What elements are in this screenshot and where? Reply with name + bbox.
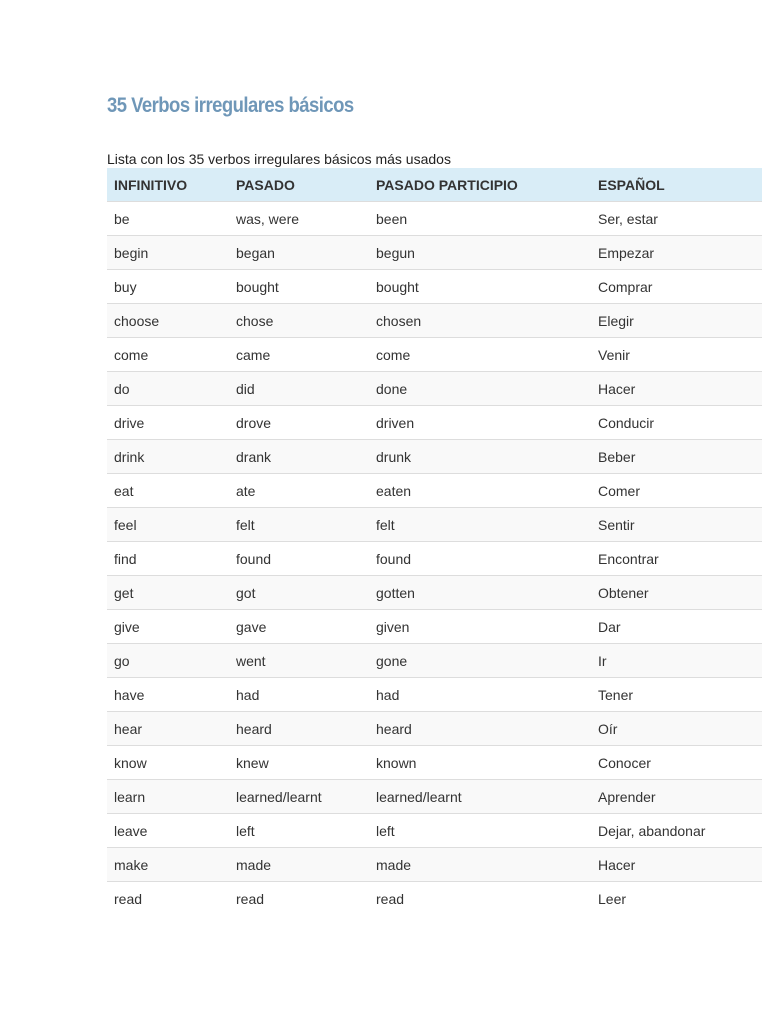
table-row: [107, 202, 762, 236]
cell-infinitivo: have: [107, 678, 229, 712]
table-row: [107, 508, 762, 542]
cell-infinitivo: make: [107, 848, 229, 882]
table-row: [107, 780, 762, 814]
cell-infinitivo: give: [107, 610, 229, 644]
cell-pasado-participio: drunk: [369, 440, 591, 474]
table-row: [107, 304, 762, 338]
column-header-espanol: ESPAÑOL: [591, 168, 762, 202]
cell-espanol: Ser, estar: [591, 202, 762, 236]
cell-pasado: felt: [229, 508, 369, 542]
cell-infinitivo: hear: [107, 712, 229, 746]
cell-pasado: ate: [229, 474, 369, 508]
cell-pasado-participio: begun: [369, 236, 591, 270]
cell-pasado: went: [229, 644, 369, 678]
table-row: [107, 848, 762, 882]
cell-espanol: Oír: [591, 712, 762, 746]
cell-pasado-participio: eaten: [369, 474, 591, 508]
table-row: [107, 440, 762, 474]
cell-infinitivo: drink: [107, 440, 229, 474]
cell-pasado: chose: [229, 304, 369, 338]
cell-espanol: Dar: [591, 610, 762, 644]
cell-pasado: gave: [229, 610, 369, 644]
cell-infinitivo: choose: [107, 304, 229, 338]
cell-pasado-participio: given: [369, 610, 591, 644]
cell-infinitivo: be: [107, 202, 229, 236]
cell-pasado: knew: [229, 746, 369, 780]
cell-pasado-participio: known: [369, 746, 591, 780]
cell-pasado-participio: done: [369, 372, 591, 406]
cell-pasado-participio: had: [369, 678, 591, 712]
cell-espanol: Hacer: [591, 848, 762, 882]
cell-pasado-participio: been: [369, 202, 591, 236]
cell-espanol: Venir: [591, 338, 762, 372]
cell-pasado: read: [229, 882, 369, 916]
cell-espanol: Conducir: [591, 406, 762, 440]
cell-infinitivo: eat: [107, 474, 229, 508]
cell-pasado: found: [229, 542, 369, 576]
cell-espanol: Empezar: [591, 236, 762, 270]
cell-espanol: Beber: [591, 440, 762, 474]
cell-espanol: Encontrar: [591, 542, 762, 576]
cell-infinitivo: leave: [107, 814, 229, 848]
cell-pasado: drank: [229, 440, 369, 474]
cell-pasado: got: [229, 576, 369, 610]
cell-pasado-participio: found: [369, 542, 591, 576]
cell-pasado-participio: bought: [369, 270, 591, 304]
cell-espanol: Tener: [591, 678, 762, 712]
cell-pasado: had: [229, 678, 369, 712]
cell-pasado-participio: chosen: [369, 304, 591, 338]
column-header-infinitivo: INFINITIVO: [107, 168, 229, 202]
cell-pasado-participio: gone: [369, 644, 591, 678]
cell-infinitivo: read: [107, 882, 229, 916]
cell-pasado-participio: made: [369, 848, 591, 882]
cell-pasado: learned/learnt: [229, 780, 369, 814]
table-caption: Lista con los 35 verbos irregulares básicos más usados: [107, 151, 451, 167]
cell-espanol: Hacer: [591, 372, 762, 406]
cell-espanol: Elegir: [591, 304, 762, 338]
cell-pasado: made: [229, 848, 369, 882]
cell-pasado: left: [229, 814, 369, 848]
cell-infinitivo: come: [107, 338, 229, 372]
cell-pasado: did: [229, 372, 369, 406]
cell-infinitivo: find: [107, 542, 229, 576]
cell-espanol: Dejar, abandonar: [591, 814, 762, 848]
table-body: [107, 202, 762, 916]
cell-pasado-participio: driven: [369, 406, 591, 440]
cell-espanol: Ir: [591, 644, 762, 678]
cell-pasado: was, were: [229, 202, 369, 236]
table-row: [107, 712, 762, 746]
table-row: [107, 882, 762, 916]
table-row: [107, 542, 762, 576]
cell-infinitivo: get: [107, 576, 229, 610]
column-header-pasado-participio: PASADO PARTICIPIO: [369, 168, 591, 202]
cell-pasado-participio: come: [369, 338, 591, 372]
cell-espanol: Aprender: [591, 780, 762, 814]
cell-pasado-participio: left: [369, 814, 591, 848]
cell-infinitivo: feel: [107, 508, 229, 542]
table-row: [107, 406, 762, 440]
cell-infinitivo: go: [107, 644, 229, 678]
cell-pasado-participio: felt: [369, 508, 591, 542]
cell-infinitivo: know: [107, 746, 229, 780]
cell-pasado: began: [229, 236, 369, 270]
table-row: [107, 610, 762, 644]
cell-pasado: bought: [229, 270, 369, 304]
cell-pasado-participio: gotten: [369, 576, 591, 610]
table-row: [107, 338, 762, 372]
irregular-verbs-table: [107, 168, 762, 915]
cell-infinitivo: drive: [107, 406, 229, 440]
cell-espanol: Conocer: [591, 746, 762, 780]
cell-espanol: Comprar: [591, 270, 762, 304]
cell-pasado-participio: read: [369, 882, 591, 916]
cell-pasado: came: [229, 338, 369, 372]
cell-pasado: heard: [229, 712, 369, 746]
table-header-row: [107, 168, 762, 202]
cell-espanol: Comer: [591, 474, 762, 508]
cell-infinitivo: learn: [107, 780, 229, 814]
cell-pasado-participio: learned/learnt: [369, 780, 591, 814]
cell-espanol: Obtener: [591, 576, 762, 610]
cell-infinitivo: buy: [107, 270, 229, 304]
table-row: [107, 678, 762, 712]
cell-infinitivo: begin: [107, 236, 229, 270]
cell-infinitivo: do: [107, 372, 229, 406]
cell-espanol: Leer: [591, 882, 762, 916]
cell-pasado: drove: [229, 406, 369, 440]
table-row: [107, 644, 762, 678]
table-row: [107, 576, 762, 610]
table-row: [107, 236, 762, 270]
table-row: [107, 372, 762, 406]
cell-pasado-participio: heard: [369, 712, 591, 746]
page-title: 35 Verbos irregulares básicos: [107, 94, 354, 117]
table-row: [107, 814, 762, 848]
table-row: [107, 270, 762, 304]
cell-espanol: Sentir: [591, 508, 762, 542]
table-row: [107, 746, 762, 780]
table-row: [107, 474, 762, 508]
column-header-pasado: PASADO: [229, 168, 369, 202]
